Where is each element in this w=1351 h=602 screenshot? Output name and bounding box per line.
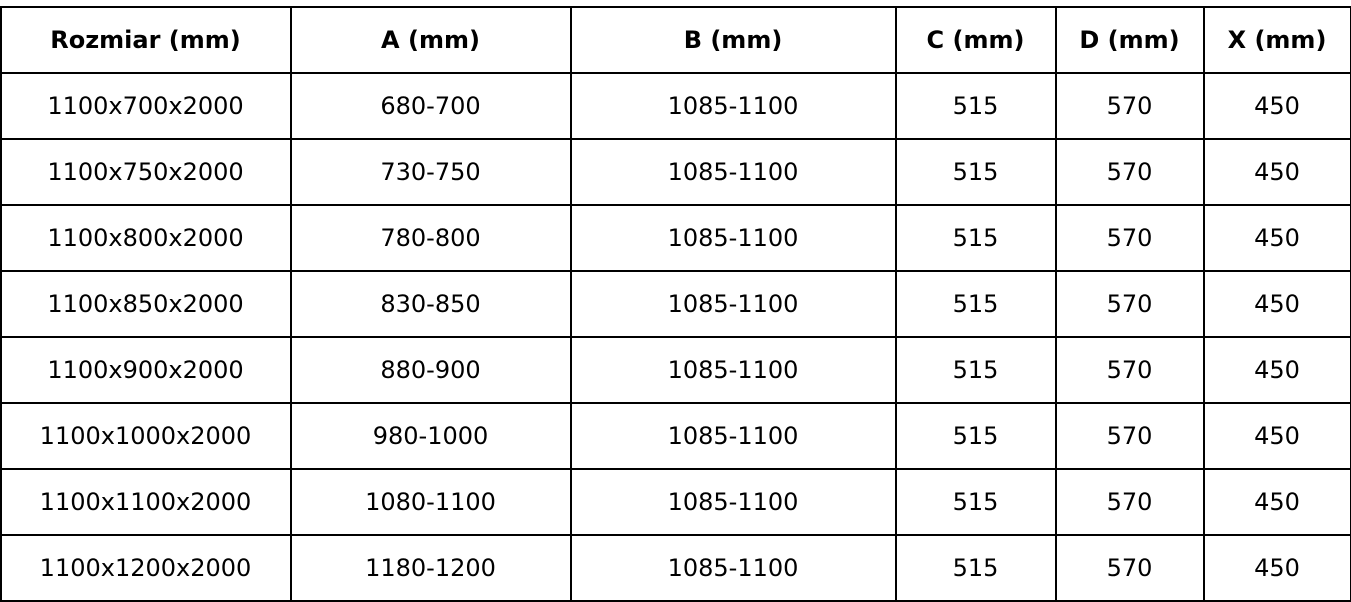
cell-x: 450 [1204, 535, 1351, 601]
column-header-x: X (mm) [1204, 7, 1351, 73]
column-header-a: A (mm) [291, 7, 571, 73]
cell-x: 450 [1204, 403, 1351, 469]
cell-c: 515 [896, 73, 1056, 139]
cell-b: 1085-1100 [571, 73, 896, 139]
cell-x: 450 [1204, 73, 1351, 139]
cell-c: 515 [896, 469, 1056, 535]
cell-a: 780-800 [291, 205, 571, 271]
cell-d: 570 [1056, 73, 1204, 139]
cell-x: 450 [1204, 469, 1351, 535]
cell-c: 515 [896, 337, 1056, 403]
cell-d: 570 [1056, 271, 1204, 337]
cell-c: 515 [896, 535, 1056, 601]
table-header-row [1, 7, 1351, 73]
table-row [1, 271, 1351, 337]
dimensions-table [0, 6, 1351, 602]
table-row [1, 139, 1351, 205]
cell-d: 570 [1056, 535, 1204, 601]
column-header-size: Rozmiar (mm) [1, 7, 291, 73]
column-header-c: C (mm) [896, 7, 1056, 73]
cell-x: 450 [1204, 139, 1351, 205]
cell-d: 570 [1056, 139, 1204, 205]
cell-x: 450 [1204, 337, 1351, 403]
table-row [1, 469, 1351, 535]
cell-d: 570 [1056, 469, 1204, 535]
table-body [1, 73, 1351, 601]
cell-d: 570 [1056, 205, 1204, 271]
table-row [1, 73, 1351, 139]
cell-a: 1080-1100 [291, 469, 571, 535]
cell-size: 1100x1100x2000 [1, 469, 291, 535]
column-header-d: D (mm) [1056, 7, 1204, 73]
table-header [1, 7, 1351, 73]
cell-d: 570 [1056, 403, 1204, 469]
cell-c: 515 [896, 205, 1056, 271]
table-row [1, 337, 1351, 403]
cell-c: 515 [896, 403, 1056, 469]
cell-a: 980-1000 [291, 403, 571, 469]
cell-a: 680-700 [291, 73, 571, 139]
cell-size: 1100x900x2000 [1, 337, 291, 403]
cell-b: 1085-1100 [571, 139, 896, 205]
cell-x: 450 [1204, 271, 1351, 337]
cell-size: 1100x1200x2000 [1, 535, 291, 601]
column-header-b: B (mm) [571, 7, 896, 73]
cell-a: 1180-1200 [291, 535, 571, 601]
cell-size: 1100x800x2000 [1, 205, 291, 271]
cell-c: 515 [896, 139, 1056, 205]
cell-a: 880-900 [291, 337, 571, 403]
cell-d: 570 [1056, 337, 1204, 403]
cell-c: 515 [896, 271, 1056, 337]
table-row [1, 205, 1351, 271]
cell-size: 1100x1000x2000 [1, 403, 291, 469]
table-row [1, 403, 1351, 469]
cell-x: 450 [1204, 205, 1351, 271]
cell-a: 830-850 [291, 271, 571, 337]
cell-a: 730-750 [291, 139, 571, 205]
cell-b: 1085-1100 [571, 271, 896, 337]
cell-b: 1085-1100 [571, 469, 896, 535]
cell-size: 1100x700x2000 [1, 73, 291, 139]
cell-b: 1085-1100 [571, 205, 896, 271]
cell-b: 1085-1100 [571, 535, 896, 601]
cell-size: 1100x850x2000 [1, 271, 291, 337]
cell-size: 1100x750x2000 [1, 139, 291, 205]
cell-b: 1085-1100 [571, 337, 896, 403]
table-row [1, 535, 1351, 601]
cell-b: 1085-1100 [571, 403, 896, 469]
